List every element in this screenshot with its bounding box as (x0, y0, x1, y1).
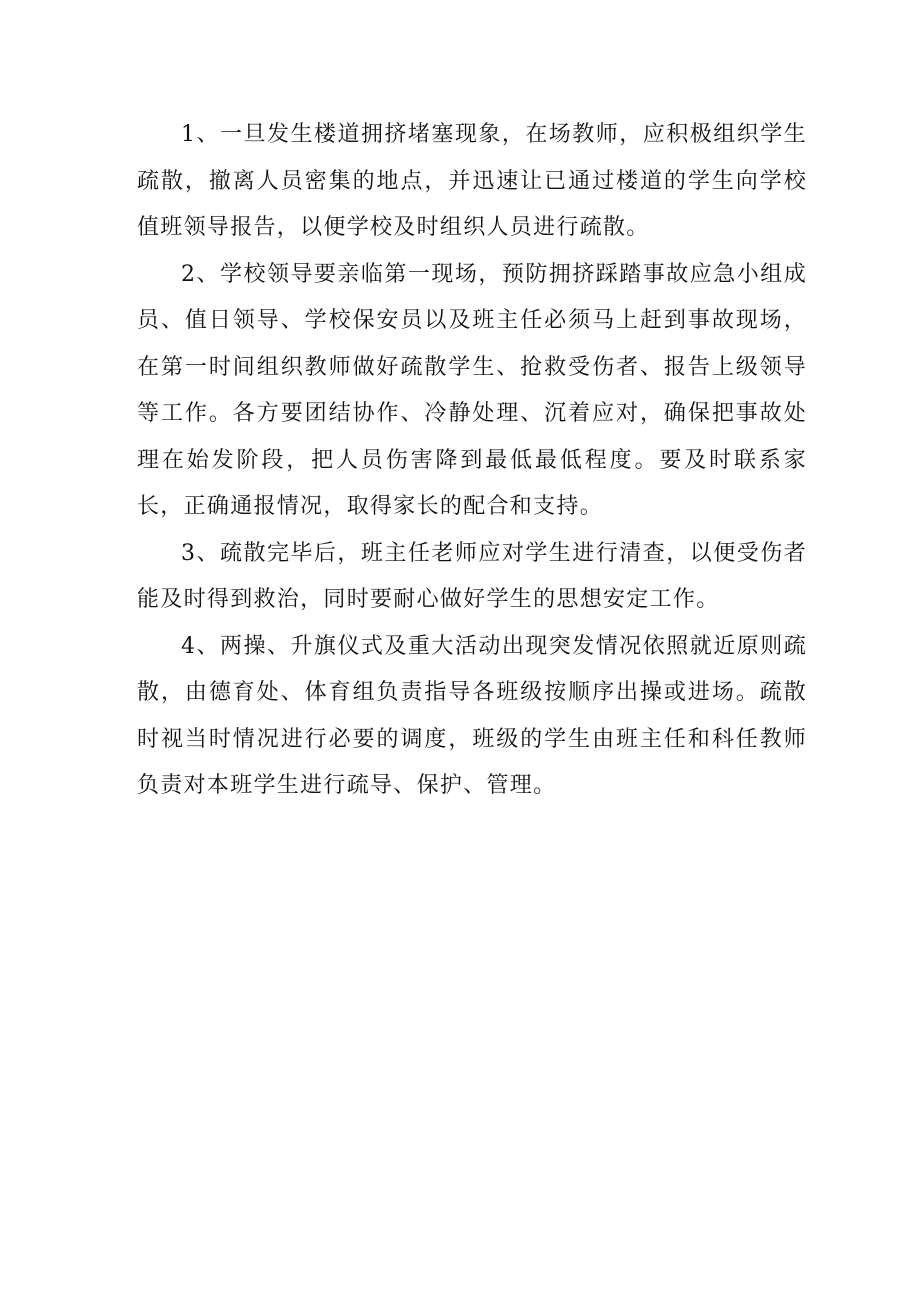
paragraph-2: 2、学校领导要亲临第一现场，预防拥挤踩踏事故应急小组成员、值日领导、学校保安员以及班主任必须马上赶到事故现场，在第一时间组织教师做好疏散学生、抢救受伤者、报告上级领导等工作。各方要团结协作、冷静处理、沉着应对，确保把事故处理在始发阶段，把人员伤害降到最低最低程度。要及时联系家长，正确通报情况，取得家长的配合和支持。 (137, 261, 807, 519)
paragraph-4: 4、两操、升旗仪式及重大活动出现突发情况依照就近原则疏散，由德育处、体育组负责指导各班级按顺序出操或进场。疏散时视当时情况进行必要的调度，班级的学生由班主任和科任教师负责对本班学生进行疏导、保护、管理。 (137, 633, 807, 798)
paragraph-3: 3、疏散完毕后，班主任老师应对学生进行清查，以便受伤者能及时得到救治，同时要耐心做好学生的思想安定工作。 (137, 540, 807, 612)
document-body (137, 112, 807, 810)
paragraph-1: 1、一旦发生楼道拥挤堵塞现象，在场教师，应积极组织学生疏散，撤离人员密集的地点，并迅速让已通过楼道的学生向学校值班领导报告，以便学校及时组织人员进行疏散。 (137, 122, 807, 240)
